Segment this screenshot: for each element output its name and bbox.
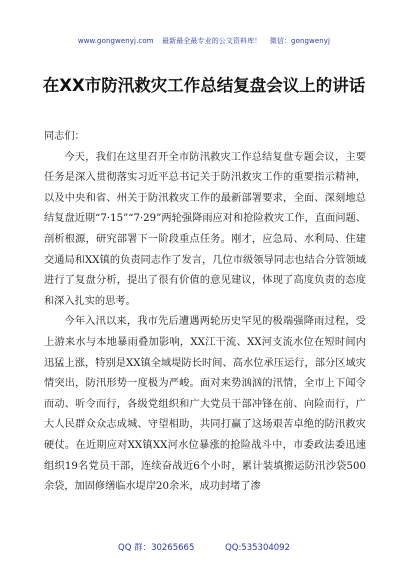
wechat-id: 微信：gongwenyj bbox=[269, 37, 331, 45]
paragraph: 今年入汛以来，我市先后遭遇两轮历史罕见的极端强降雨过程，受上游来水与本地暴雨叠加影响，XX江干流、XX河支流水位在短时间内迅猛上涨，特别是XX镇全域堤防长时间、高水位承压运行，部分区域灾情突出，防汛形势一度极为严峻。面对来势汹汹的汛情，全市上下闻令而动、听令而行，各级党组织和广大党员干部冲锋在前、向险而行，广大人民群众众志成城、守望相助，共同打赢了这场艰苦卓绝的防汛救灾硬仗。在近期应对XX镇XX河水位暴涨的抢险战斗中，市委政法委迅速组织19名党员干部，连续奋战近6个小时，累计装填搬运防汛沙袋500余袋，加固修缮临水堤岸20余米，成功封堵了渗 bbox=[44, 316, 366, 493]
document-title: 在XX市防汛救灾工作总结复盘会议上的讲话 bbox=[42, 76, 366, 95]
site-url-link[interactable]: www.gongwenyj.com bbox=[77, 37, 154, 45]
document-body bbox=[44, 127, 366, 498]
salutation: 同志们： bbox=[44, 131, 85, 142]
qq-group: QQ 群：30265665 bbox=[118, 543, 195, 553]
site-header bbox=[0, 36, 408, 46]
qq-number: QQ:535304092 bbox=[225, 543, 290, 553]
contact-footer bbox=[0, 541, 408, 553]
site-slogan: 最新最全最专业的公文资料库！ bbox=[162, 37, 262, 45]
paragraph: 今天，我们在这里召开全市防汛救灾工作总结复盘专题会议，主要任务是深入贯彻落实习近平总书记关于防汛救灾工作的重要指示精神，以及中央和省、州关于防汛救灾工作的最新部署要求，全面、深刻地总结复盘近期“7·15”“7·29”两轮强降雨应对和抢险救灾工作，直面问题、剖析根源，研究部署下一阶段重点任务。刚才，应急局、水利局、住建交通局和XX镇的负责同志作了发言，几位市级领导同志也结合分管领域进行了复盘分析，提出了很有价值的意见建议，体现了高度负责的态度和深入扎实的思考。 bbox=[44, 151, 366, 307]
